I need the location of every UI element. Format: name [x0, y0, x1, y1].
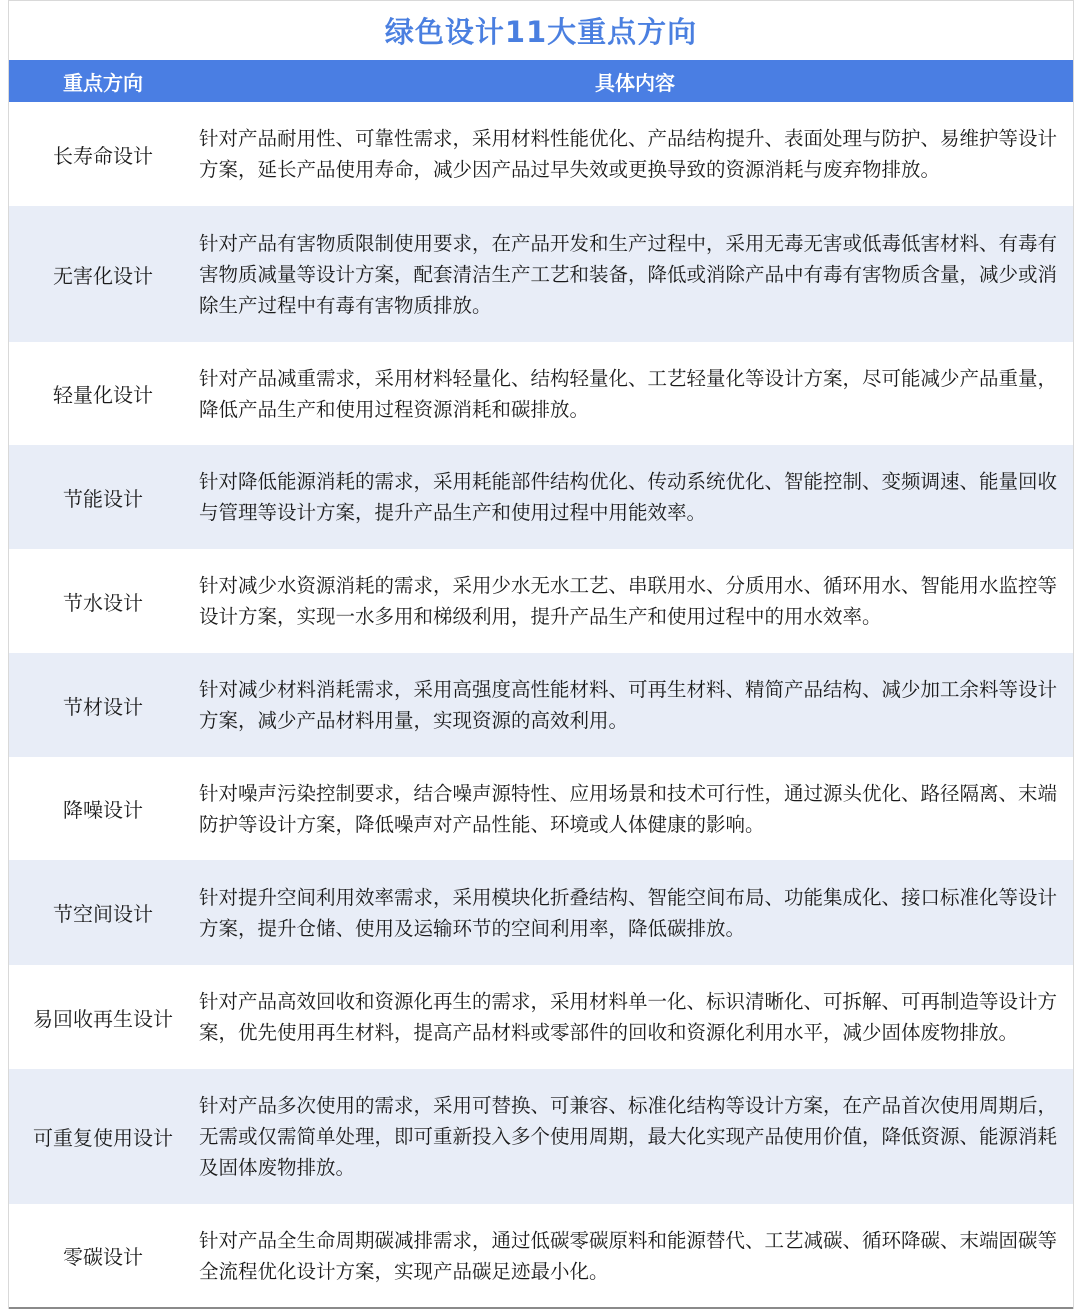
row-content: 针对产品减重需求，采用材料轻量化、结构轻量化、工艺轻量化等设计方案，尽可能减少产品重量，降低产品生产和使用过程资源消耗和碳排放。: [199, 366, 1058, 421]
table-row: [9, 342, 1073, 445]
table-container: [8, 0, 1074, 1309]
table-row: [9, 757, 1073, 860]
row-content: 针对产品全生命周期碳减排需求，通过低碳零碳原料和能源替代、工艺减碳、循环降碳、末端固碳等全流程优化设计方案，实现产品碳足迹最小化。: [199, 1228, 1058, 1283]
row-content: 针对减少材料消耗需求，采用高强度高性能材料、可再生材料、精简产品结构、减少加工余料等设计方案，减少产品材料用量，实现资源的高效利用。: [199, 678, 1058, 732]
row-content: 针对提升空间利用效率需求，采用模块化折叠结构、智能空间布局、功能集成化、接口标准化等设计方案，提升仓储、使用及运输环节的空间利用率，降低碳排放。: [199, 885, 1058, 940]
table-row: [9, 1069, 1073, 1204]
row-content: 针对产品耐用性、可靠性需求，采用材料性能优化、产品结构提升、表面处理与防护、易维护等设计方案，延长产品使用寿命，减少因产品过早失效或更换导致的资源消耗与废弃物排放。: [199, 127, 1058, 181]
row-direction: 可重复使用设计: [33, 1126, 173, 1150]
table-row: [9, 860, 1073, 965]
row-direction: 节材设计: [63, 694, 143, 719]
table-row: [9, 445, 1073, 549]
row-content: 针对减少水资源消耗的需求，采用少水无水工艺、串联用水、分质用水、循环用水、智能用水监控等设计方案，实现一水多用和梯级利用，提升产品生产和使用过程中的用水效率。: [199, 574, 1058, 628]
row-direction: 轻量化设计: [53, 383, 153, 407]
table-row: [9, 549, 1073, 653]
table-row: [9, 206, 1073, 342]
header-direction: 重点方向: [63, 70, 143, 95]
row-direction: 无害化设计: [53, 263, 153, 288]
bottom-divider: [9, 1307, 1073, 1309]
row-direction: 长寿命设计: [53, 143, 153, 168]
row-direction: 降噪设计: [63, 798, 143, 822]
row-direction: 节水设计: [63, 590, 143, 615]
row-direction: 易回收再生设计: [33, 1006, 173, 1031]
table-row: [9, 1204, 1073, 1307]
table-body: [9, 102, 1073, 1307]
row-direction: 零碳设计: [63, 1245, 143, 1269]
table-row: [9, 965, 1073, 1069]
row-direction: 节能设计: [63, 486, 143, 511]
table-header: [9, 60, 1073, 102]
table-row: [9, 653, 1073, 757]
header-content: 具体内容: [595, 70, 675, 95]
page-title: 绿色设计11大重点方向: [384, 15, 698, 49]
table-row: [9, 102, 1073, 206]
row-content: 针对噪声污染控制要求，结合噪声源特性、应用场景和技术可行性，通过源头优化、路径隔离、末端防护等设计方案，降低噪声对产品性能、环境或人体健康的影响。: [199, 781, 1058, 836]
row-content: 针对降低能源消耗的需求，采用耗能部件结构优化、传动系统优化、智能控制、变频调速、能量回收与管理等设计方案，提升产品生产和使用过程中用能效率。: [199, 470, 1058, 524]
row-direction: 节空间设计: [53, 902, 153, 926]
row-content: 针对产品有害物质限制使用要求，在产品开发和生产过程中，采用无毒无害或低毒低害材料、有毒有害物质减量等设计方案，配套清洁生产工艺和装备，降低或消除产品中有毒有害物质含量，减少或消除生产过程中有毒有害物质排放。: [199, 231, 1058, 317]
row-content: 针对产品多次使用的需求，采用可替换、可兼容、标准化结构等设计方案，在产品首次使用周期后，无需或仅需简单处理，即可重新投入多个使用周期，最大化实现产品使用价值，降低资源、能源消耗及固体废物排放。: [199, 1094, 1058, 1179]
row-content: 针对产品高效回收和资源化再生的需求，采用材料单一化、标识清晰化、可拆解、可再制造等设计方案，优先使用再生材料，提高产品材料或零部件的回收和资源化利用水平，减少固体废物排放。: [199, 990, 1058, 1044]
